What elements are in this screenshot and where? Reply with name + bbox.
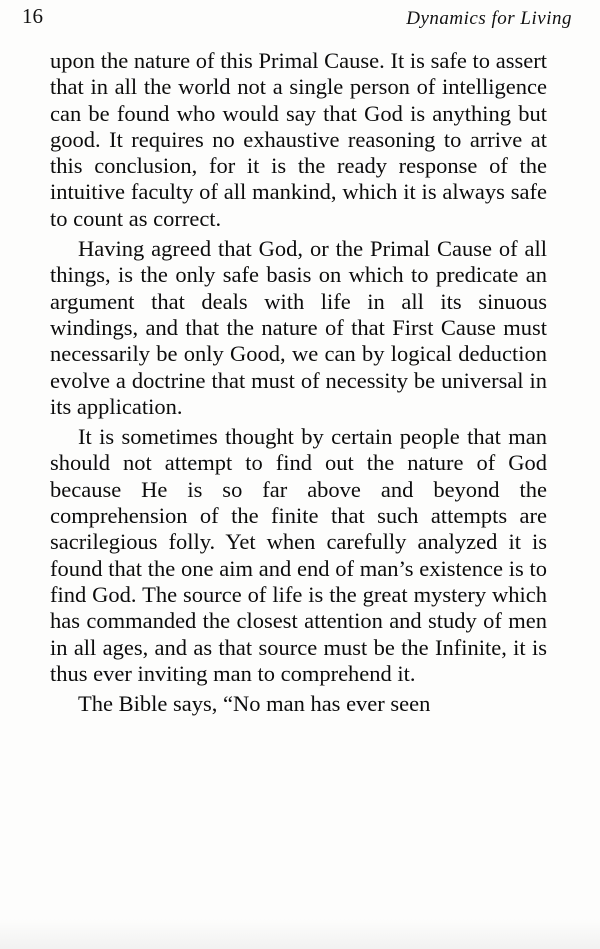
page-bottom-shadow bbox=[0, 919, 600, 949]
paragraph: Having agreed that God, or the Primal Cause of all things, is the only safe basis on which to predicate an argument that deals with life in all its sinuous windings, and that the nature of that First Cause must necessarily be only Good, we can by logical deduction evolve a doctrine that must of necessity be universal in its application. bbox=[50, 236, 547, 419]
page-number: 16 bbox=[22, 4, 43, 28]
paragraph: It is sometimes thought by certain people that man should not attempt to find out the nature of God because He is so far above and beyond the comprehension of the finite that such attempts are sacrilegious folly. Yet when carefully analyzed it is found that the one aim and end of man’s existence is to find God. The source of life is the great mystery which has commanded the closest attention and study of men in all ages, and as that source must be the Infinite, it is thus ever inviting man to comprehend it. bbox=[50, 424, 547, 686]
page-header bbox=[20, 4, 572, 34]
body-text bbox=[50, 48, 547, 721]
paragraph: The Bible says, “No man has ever seen bbox=[78, 691, 431, 717]
running-head: Dynamics for Living bbox=[406, 8, 572, 29]
paragraph: upon the nature of this Primal Cause. It is safe to assert that in all the world not a single person of intelligence can be found who would say that God is anything but good. It requires no exhaustive reasoning to arrive at this conclusion, for it is the ready response of the intuitive faculty of all mankind, which it is always safe to count as correct. bbox=[50, 48, 547, 231]
